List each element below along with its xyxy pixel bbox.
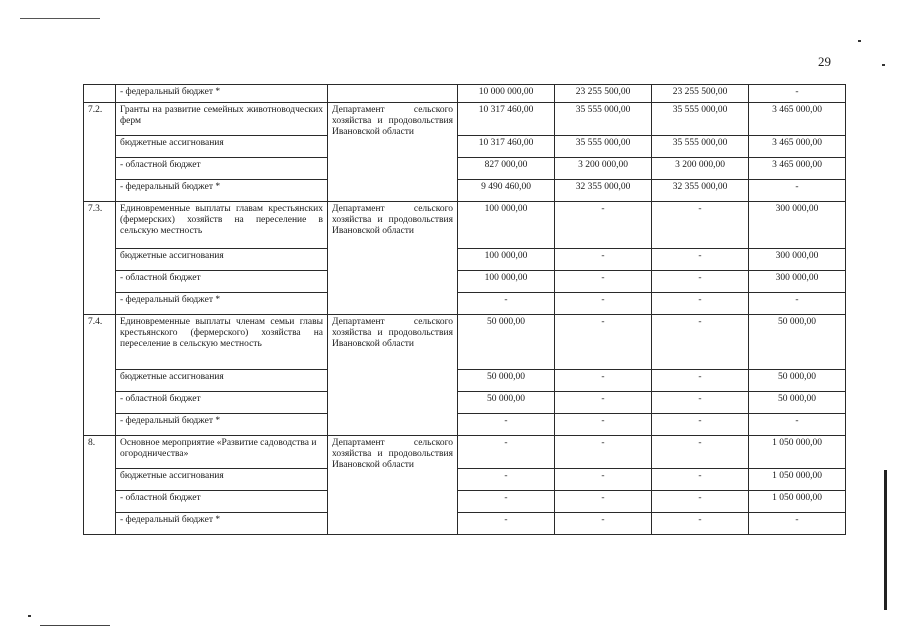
- value-cell: 827 000,00: [458, 158, 555, 180]
- row-name-cell: бюджетные ассигнования: [116, 370, 328, 392]
- table-row: [84, 85, 846, 103]
- table-row: [84, 293, 846, 315]
- value-cell: -: [652, 271, 749, 293]
- value-cell: 3 465 000,00: [749, 103, 846, 136]
- table-row: [84, 180, 846, 202]
- table-row: [84, 103, 846, 136]
- value-cell: -: [458, 513, 555, 535]
- value-cell: -: [555, 513, 652, 535]
- value-cell: -: [652, 392, 749, 414]
- value-cell: -: [555, 491, 652, 513]
- value-cell: -: [555, 392, 652, 414]
- row-name-cell: - федеральный бюджет *: [116, 414, 328, 436]
- value-cell: -: [458, 293, 555, 315]
- row-name-cell: - федеральный бюджет *: [116, 85, 328, 103]
- row-name-cell: - областной бюджет: [116, 271, 328, 293]
- value-cell: 50 000,00: [458, 392, 555, 414]
- value-cell: 3 465 000,00: [749, 158, 846, 180]
- value-cell: -: [652, 469, 749, 491]
- table-row: [84, 513, 846, 535]
- table-row: [84, 315, 846, 370]
- value-cell: -: [749, 513, 846, 535]
- value-cell: 300 000,00: [749, 271, 846, 293]
- row-name-cell: - областной бюджет: [116, 392, 328, 414]
- value-cell: 1 050 000,00: [749, 469, 846, 491]
- value-cell: -: [652, 293, 749, 315]
- table-row: [84, 370, 846, 392]
- row-number-cell: [84, 85, 116, 103]
- value-cell: -: [652, 436, 749, 469]
- value-cell: 100 000,00: [458, 202, 555, 249]
- value-cell: 9 490 460,00: [458, 180, 555, 202]
- row-number-cell: 7.2.: [84, 103, 116, 202]
- value-cell: -: [652, 513, 749, 535]
- value-cell: -: [458, 436, 555, 469]
- table-row: [84, 469, 846, 491]
- value-cell: -: [555, 249, 652, 271]
- row-name-cell: - областной бюджет: [116, 158, 328, 180]
- row-name-cell: Единовременные выплаты главам крестьянских (фермерских) хозяйств на переселение в сельскую местность: [116, 202, 328, 249]
- row-number-cell: 8.: [84, 436, 116, 535]
- value-cell: 35 555 000,00: [652, 103, 749, 136]
- row-number-cell: 7.4.: [84, 315, 116, 436]
- value-cell: 3 200 000,00: [555, 158, 652, 180]
- value-cell: -: [652, 370, 749, 392]
- value-cell: 50 000,00: [458, 315, 555, 370]
- value-cell: 23 255 500,00: [555, 85, 652, 103]
- scan-artifact-line: [20, 18, 100, 19]
- scan-artifact-edge: [884, 470, 887, 610]
- value-cell: 35 555 000,00: [555, 103, 652, 136]
- value-cell: -: [652, 202, 749, 249]
- scan-artifact-line: [40, 625, 110, 626]
- value-cell: -: [555, 370, 652, 392]
- value-cell: -: [749, 85, 846, 103]
- table-row: [84, 202, 846, 249]
- value-cell: 32 355 000,00: [652, 180, 749, 202]
- row-number-cell: 7.3.: [84, 202, 116, 315]
- row-name-cell: Гранты на развитие семейных животноводческих ферм: [116, 103, 328, 136]
- row-name-cell: - федеральный бюджет *: [116, 513, 328, 535]
- value-cell: 23 255 500,00: [652, 85, 749, 103]
- value-cell: -: [458, 491, 555, 513]
- value-cell: -: [555, 414, 652, 436]
- value-cell: -: [749, 293, 846, 315]
- row-name-cell: - федеральный бюджет *: [116, 293, 328, 315]
- department-cell: Департамент сельского хозяйства и продовольствия Ивановской области: [328, 103, 458, 202]
- value-cell: 300 000,00: [749, 249, 846, 271]
- value-cell: -: [555, 271, 652, 293]
- value-cell: -: [458, 469, 555, 491]
- row-name-cell: Единовременные выплаты членам семьи главы крестьянского (фермерского) хозяйства на переселение в сельскую местность: [116, 315, 328, 370]
- row-name-cell: Основное мероприятие «Развитие садоводства и огородничества»: [116, 436, 328, 469]
- value-cell: 50 000,00: [458, 370, 555, 392]
- row-name-cell: - областной бюджет: [116, 491, 328, 513]
- value-cell: -: [555, 315, 652, 370]
- budget-table: [83, 84, 846, 535]
- value-cell: -: [652, 249, 749, 271]
- table-row: [84, 158, 846, 180]
- table-row: [84, 271, 846, 293]
- value-cell: 3 465 000,00: [749, 136, 846, 158]
- value-cell: 10 317 460,00: [458, 103, 555, 136]
- value-cell: -: [458, 414, 555, 436]
- scan-artifact-dot: [882, 64, 885, 66]
- value-cell: 50 000,00: [749, 392, 846, 414]
- table-row: [84, 414, 846, 436]
- value-cell: -: [555, 202, 652, 249]
- row-name-cell: - федеральный бюджет *: [116, 180, 328, 202]
- table-row: [84, 436, 846, 469]
- value-cell: -: [749, 414, 846, 436]
- value-cell: 32 355 000,00: [555, 180, 652, 202]
- value-cell: 10 000 000,00: [458, 85, 555, 103]
- value-cell: -: [749, 180, 846, 202]
- value-cell: -: [652, 315, 749, 370]
- department-cell: Департамент сельского хозяйства и продовольствия Ивановской области: [328, 315, 458, 436]
- value-cell: 300 000,00: [749, 202, 846, 249]
- department-cell: Департамент сельского хозяйства и продовольствия Ивановской области: [328, 202, 458, 315]
- row-name-cell: бюджетные ассигнования: [116, 469, 328, 491]
- page-number: 29: [818, 54, 831, 69]
- table-row: [84, 392, 846, 414]
- value-cell: 1 050 000,00: [749, 491, 846, 513]
- value-cell: 50 000,00: [749, 315, 846, 370]
- department-cell: [328, 85, 458, 103]
- value-cell: 1 050 000,00: [749, 436, 846, 469]
- table-row: [84, 491, 846, 513]
- value-cell: 35 555 000,00: [652, 136, 749, 158]
- value-cell: -: [555, 293, 652, 315]
- table-row: [84, 249, 846, 271]
- table-row: [84, 136, 846, 158]
- value-cell: -: [652, 414, 749, 436]
- value-cell: -: [555, 436, 652, 469]
- value-cell: 50 000,00: [749, 370, 846, 392]
- value-cell: 35 555 000,00: [555, 136, 652, 158]
- department-cell: Департамент сельского хозяйства и продовольствия Ивановской области: [328, 436, 458, 535]
- row-name-cell: бюджетные ассигнования: [116, 249, 328, 271]
- value-cell: -: [555, 469, 652, 491]
- value-cell: 100 000,00: [458, 249, 555, 271]
- row-name-cell: бюджетные ассигнования: [116, 136, 328, 158]
- value-cell: 3 200 000,00: [652, 158, 749, 180]
- value-cell: 100 000,00: [458, 271, 555, 293]
- value-cell: -: [652, 491, 749, 513]
- value-cell: 10 317 460,00: [458, 136, 555, 158]
- scan-artifact-dot: [28, 615, 31, 617]
- scan-artifact-dot: [858, 40, 861, 42]
